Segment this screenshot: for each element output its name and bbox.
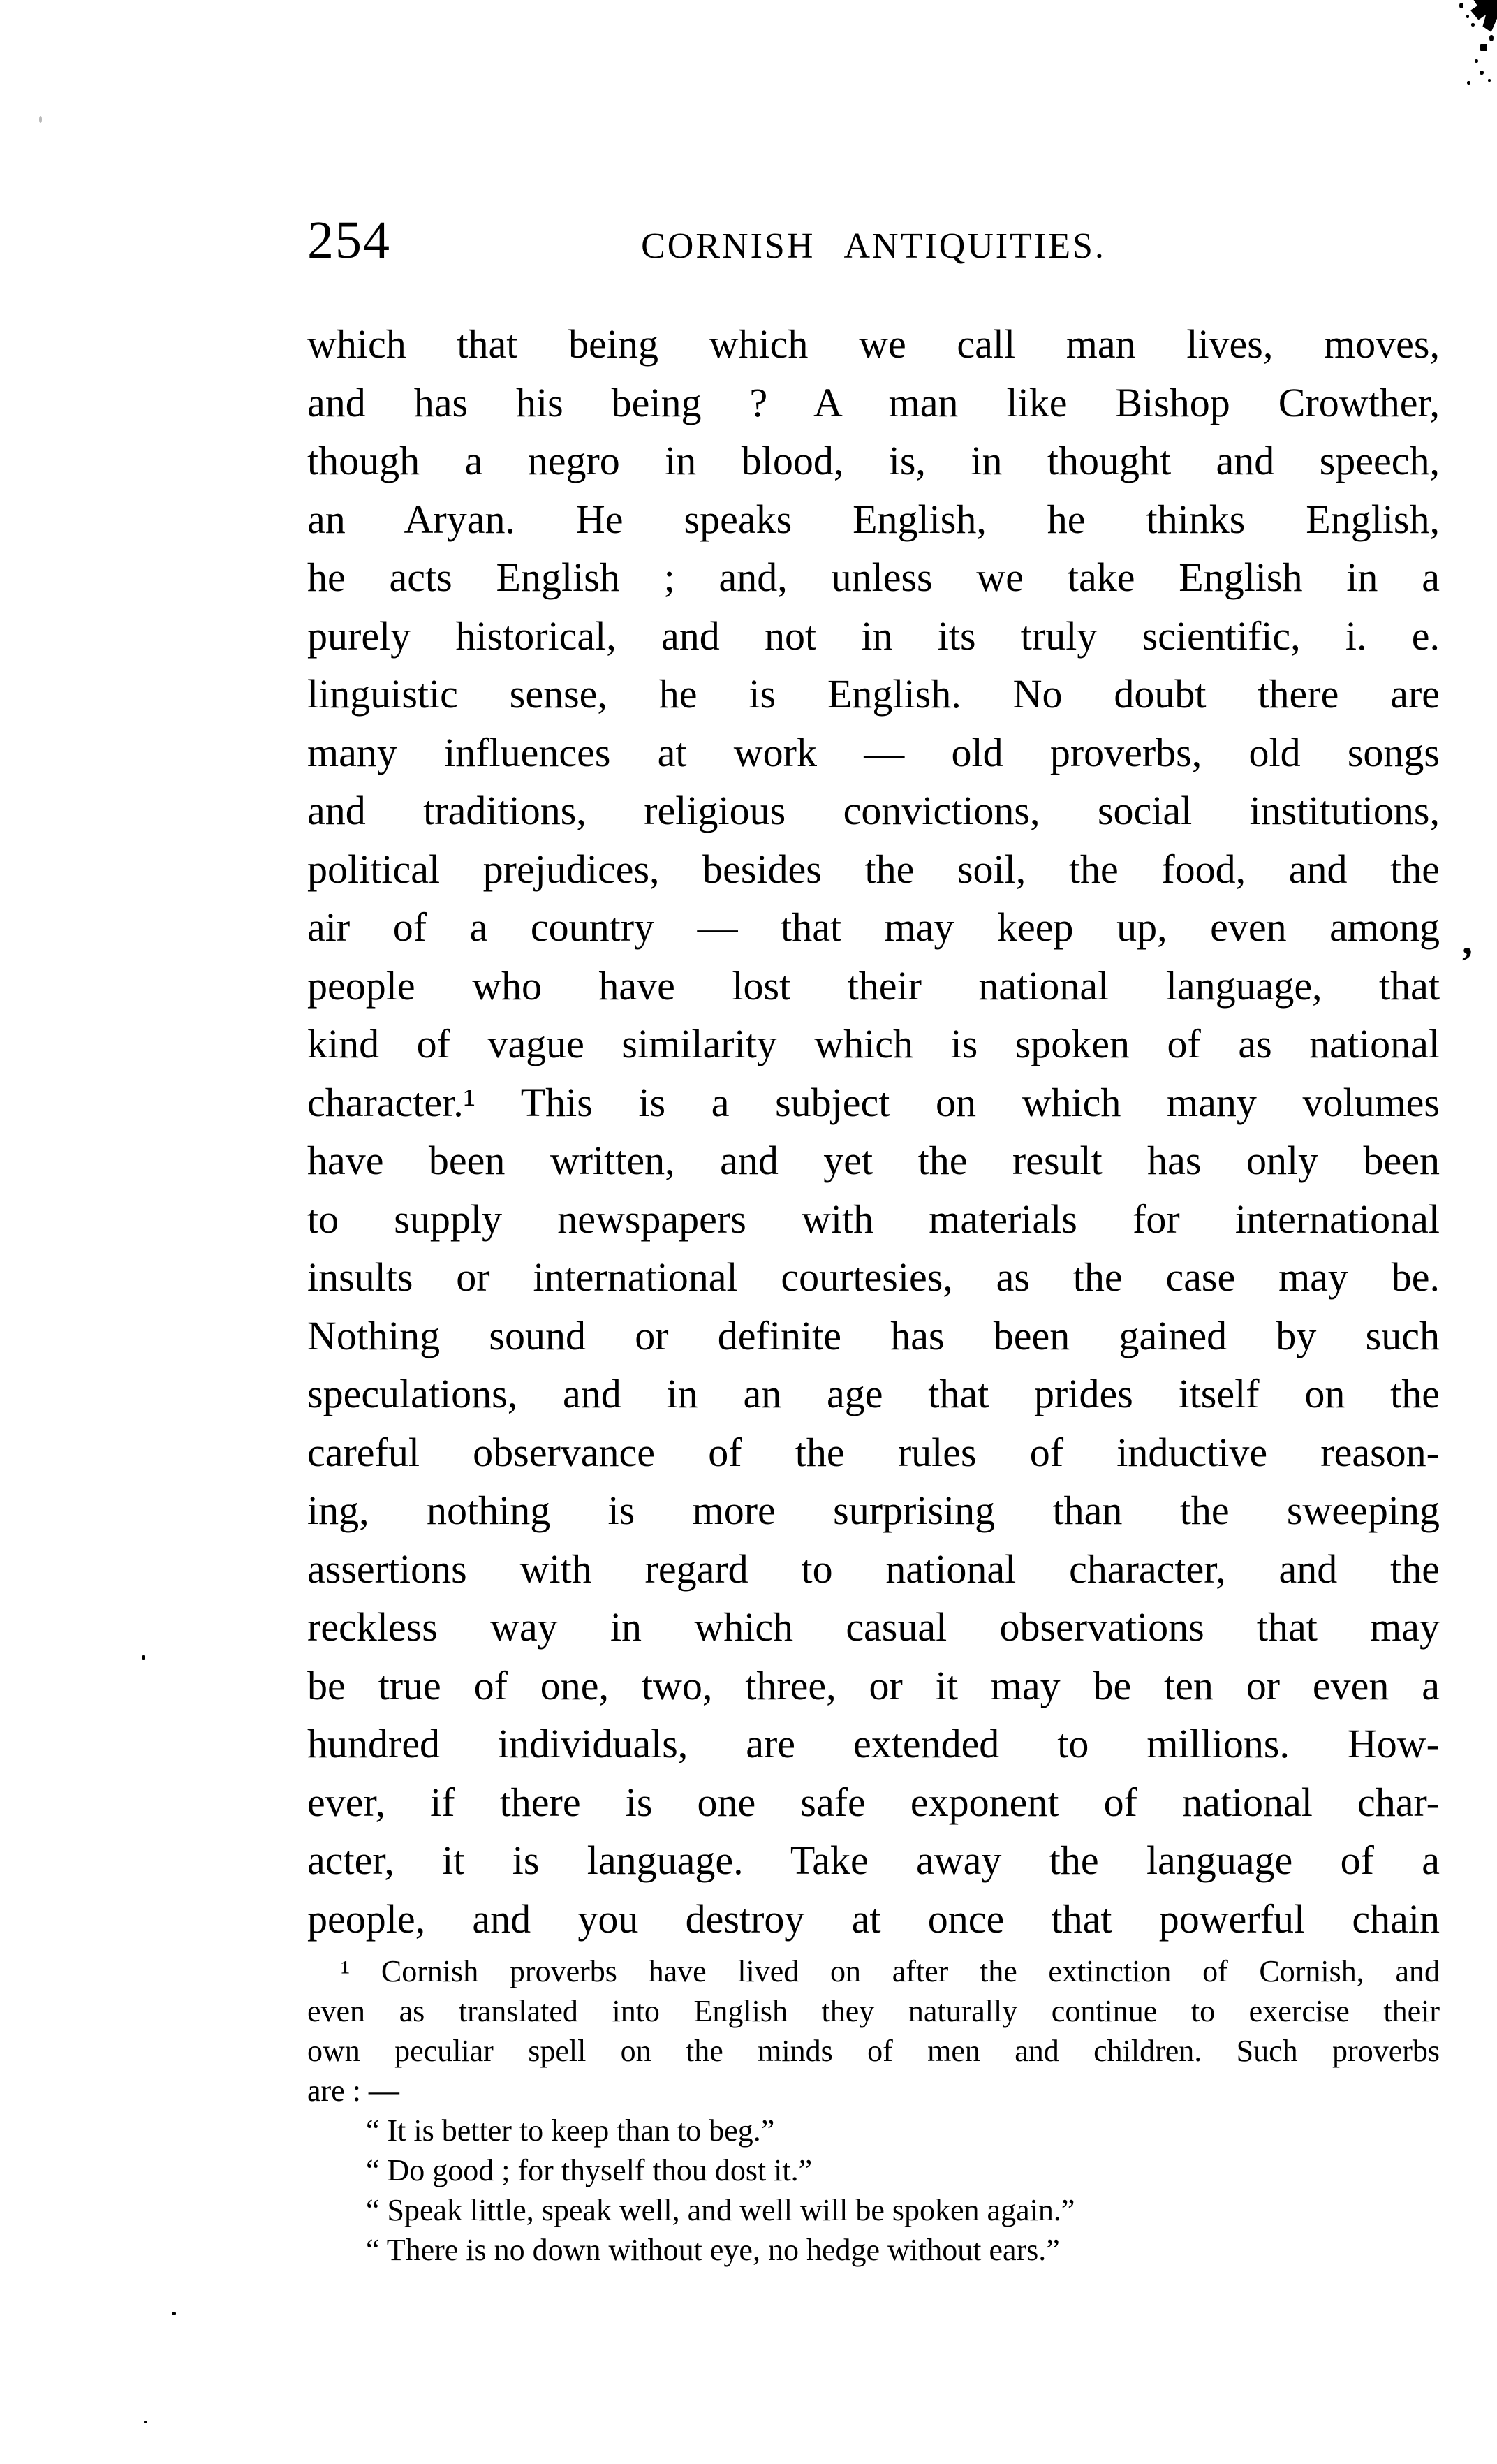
footnote-line: ¹ Cornish proverbs have lived on after the extinction of Cornish, and — [341, 1954, 1440, 1988]
text-line: speculations, and in an age that prides itself on the — [307, 1371, 1440, 1416]
text-line: assertions with regard to national character, and the — [307, 1546, 1440, 1592]
scan-speck — [1471, 23, 1475, 27]
text-line: an Aryan. He speaks English, he thinks English, — [307, 496, 1440, 542]
text-line: he acts English ; and, unless we take English in a — [307, 555, 1440, 600]
proverb-line: “ Speak little, speak well, and well will be spoken again.” — [366, 2193, 1075, 2227]
footnote-line: are : — — [307, 2074, 399, 2108]
body-text — [307, 315, 1440, 1948]
text-line: kind of vague similarity which is spoken of as national — [307, 1021, 1440, 1066]
text-line: ing, nothing is more surprising than the sweeping — [307, 1488, 1440, 1533]
text-line: many influences at work — old proverbs, old songs — [307, 729, 1440, 775]
text-line: and traditions, religious convictions, social institutions, — [307, 788, 1440, 833]
scan-speck — [172, 2312, 176, 2315]
text-line: insults or international courtesies, as the case may be. — [307, 1254, 1440, 1300]
text-line: hundred individuals, are extended to millions. How- — [307, 1721, 1440, 1766]
scan-speck — [1488, 79, 1491, 82]
footnote-line: own peculiar spell on the minds of men and children. Such proverbs — [307, 2034, 1440, 2068]
text-line: character.¹ This is a subject on which many volumes — [307, 1079, 1440, 1125]
text-line: have been written, and yet the result has only been — [307, 1138, 1440, 1183]
scan-speck — [1480, 71, 1484, 75]
scan-speck — [1459, 3, 1463, 8]
text-line: purely historical, and not in its truly scientific, i. e. — [307, 613, 1440, 659]
text-line: be true of one, two, three, or it may be ten or even a — [307, 1662, 1440, 1708]
text-line: people, and you destroy at once that powerful chain — [307, 1895, 1440, 1942]
page-number: 254 — [307, 211, 391, 270]
text-line: which that being which we call man lives, moves, — [307, 321, 1440, 367]
scan-speck — [1480, 44, 1487, 51]
scan-speck — [142, 1655, 145, 1660]
proverb-line: “ It is better to keep than to beg.” — [366, 2113, 775, 2148]
scan-speck — [1466, 15, 1469, 18]
footnote — [307, 1951, 1440, 2270]
text-line: people who have lost their national language, that — [307, 962, 1440, 1009]
page-header — [307, 211, 1440, 277]
text-line: reckless way in which casual observations that may — [307, 1604, 1440, 1650]
stray-ink-mark: , — [1462, 917, 1473, 963]
running-title: CORNISH ANTIQUITIES. — [641, 226, 1106, 266]
text-line: ever, if there is one safe exponent of national char- — [307, 1779, 1440, 1825]
footnote-paragraph — [307, 1951, 1440, 2111]
text-line: and has his being ? A man like Bishop Crowther, — [307, 379, 1440, 425]
footnote-line: even as translated into English they naturally continue to exercise their — [307, 1994, 1440, 2028]
text-line: linguistic sense, he is English. No doubt there are — [307, 671, 1440, 717]
scan-speck — [144, 2421, 147, 2423]
scan-speck — [39, 116, 42, 123]
text-line: careful observance of the rules of inductive reason- — [307, 1429, 1440, 1475]
text-line: though a negro in blood, is, in thought and speech, — [307, 438, 1440, 483]
scan-speck — [1467, 81, 1470, 85]
text-line: air of a country — that may keep up, even among — [307, 904, 1440, 950]
scan-speck — [1475, 59, 1478, 63]
text-line: political prejudices, besides the soil, the food, and the — [307, 846, 1440, 892]
text-line: to supply newspapers with materials for international — [307, 1196, 1440, 1242]
text-line: Nothing sound or definite has been gained by such — [307, 1312, 1440, 1358]
text-line: acter, it is language. Take away the language of a — [307, 1838, 1440, 1883]
proverb-line: “ There is no down without eye, no hedge without ears.” — [366, 2233, 1060, 2267]
proverb-line: “ Do good ; for thyself thou dost it.” — [366, 2153, 813, 2187]
scan-artifact-blob — [1470, 0, 1497, 32]
footnote-proverbs — [307, 2111, 1440, 2270]
scan-speck — [1489, 35, 1494, 41]
